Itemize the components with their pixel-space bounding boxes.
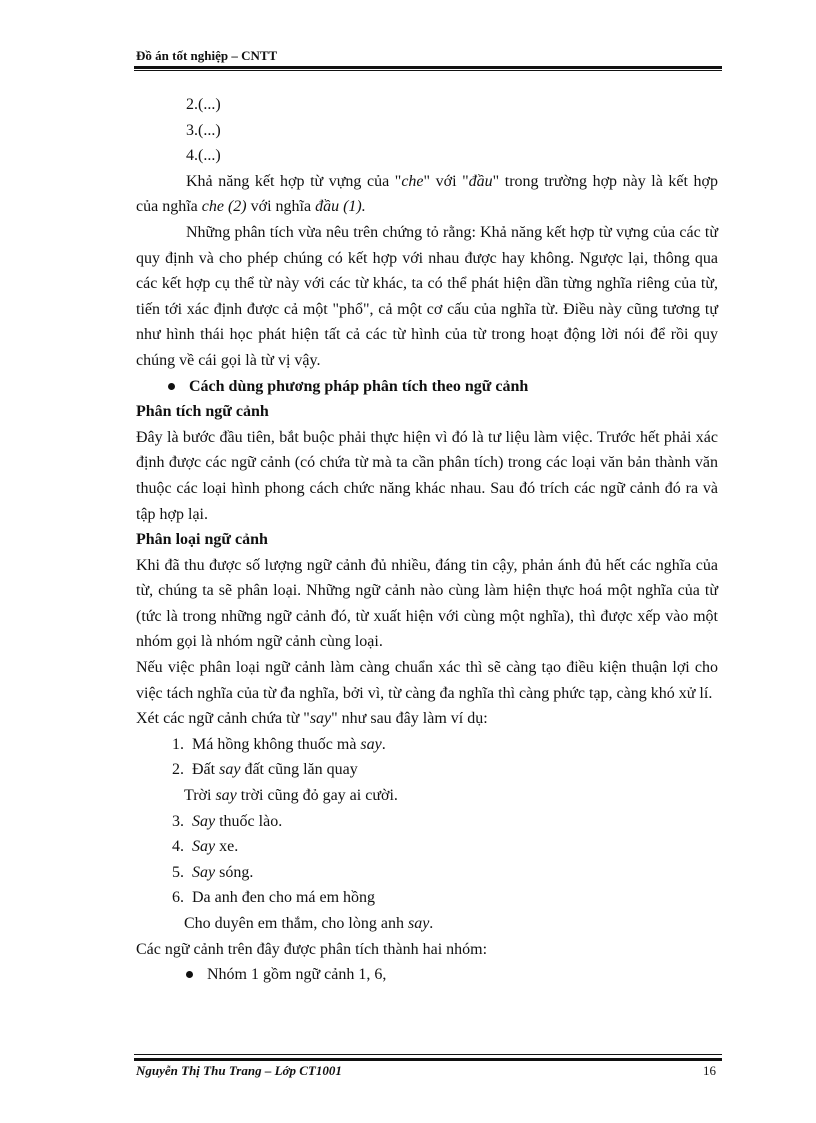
section-heading: Phân loại ngữ cảnh [136,531,268,549]
list-item: 2.(...) [186,96,221,113]
list-item: 5. Say sóng. [172,863,254,881]
footer-rule [134,1058,722,1061]
paragraph-2: Những phân tích vừa nêu trên chứng tỏ rằng: Khả năng kết hợp từ vựng của các từ quy định và cho phép chúng có kết hợp với nhau được hay không. Ngược lại, thông qua các kết hợp cụ thể từ này với các từ khác, ta có thể phát hiện dần từng nghĩa riêng của từ, tiến tới xác định được cả một "phổ", cả một cơ cấu của nghĩa từ. Điều này cũng tương tự như hình thái học phát hiện tất cả các từ hình của từ trong hoạt động lời nói để rồi quy chúng về cái gọi là từ vị vậy. [136,223,718,369]
list-item: 6. Da anh đen cho má em hồng [172,889,376,907]
list-item: 4. Say xe. [172,838,239,856]
list-item: 3.(...) [186,121,221,139]
paragraph-3: Đây là bước đầu tiên, bắt buộc phải thực hiện vì đó là tư liệu làm việc. Trước hết phải xác định được các ngữ cảnh (có chứa từ mà ta cần phân tích) trong các loại văn bản thành văn thuộc các loại hình phong cách chức năng khác nhau. Sau đó trích các ngữ cảnh đó ra và tập hợp lại. [136,428,718,523]
list-item-continuation: Trời say trời cũng đỏ gay ai cười. [184,787,398,805]
footer-rule-thin [134,1054,722,1055]
list-item: 1. Má hồng không thuốc mà say. [172,735,386,753]
bullet-heading: Cách dùng phương pháp phân tích theo ngữ cảnh [136,374,718,400]
page-body [136,92,718,988]
header-rule-thin [134,70,722,71]
footer-author: Nguyễn Thị Thu Trang – Lớp CT1001 [136,1063,342,1078]
section-heading: Phân tích ngữ cảnh [136,403,269,421]
paragraph-1: Khả năng kết hợp từ vựng của "che" với "đầu" trong trường hợp này là kết hợp của nghĩa che (2) với nghĩa đầu (1). [136,172,719,216]
page-header: Đồ án tốt nghiệp – CNTT [136,48,278,63]
paragraph-5: Nếu việc phân loại ngữ cảnh làm càng chuẩn xác thì sẽ càng tạo điều kiện thuận lợi cho việc tách nghĩa của từ đa nghĩa, bởi vì, từ càng đa nghĩa thì càng phức tạp, càng khó xử lí. [136,659,718,702]
bullet-icon [186,971,193,978]
list-item: 3. Say thuốc lào. [172,812,283,830]
list-item: 4.(...) [186,147,221,165]
list-item: 2. Đất say đất cũng lăn quay [172,761,358,779]
paragraph-4: Khi đã thu được số lượng ngữ cảnh đủ nhiều, đáng tin cậy, phản ánh đủ hết các nghĩa của từ, chúng ta sẽ phân loại. Những ngữ cảnh nào cùng làm hiện thực hoá một nghĩa của từ (tức là trong những ngữ cảnh đó, từ xuất hiện với cùng một nghĩa), thì được xếp vào một nhóm gọi là nhóm ngữ cảnh cùng loại. [136,556,718,651]
header-rule [134,66,722,69]
bullet-item: Nhóm 1 gồm ngữ cảnh 1, 6, [136,962,718,988]
list-item-continuation: Cho duyên em thắm, cho lòng anh say. [184,915,434,932]
paragraph-6: Xét các ngữ cảnh chứa từ "say" như sau đây làm ví dụ: [136,710,488,728]
page-number: 16 [703,1063,716,1078]
bullet-icon [168,383,175,390]
example-list [136,732,718,937]
paragraph-7: Các ngữ cảnh trên đây được phân tích thành hai nhóm: [136,940,488,958]
